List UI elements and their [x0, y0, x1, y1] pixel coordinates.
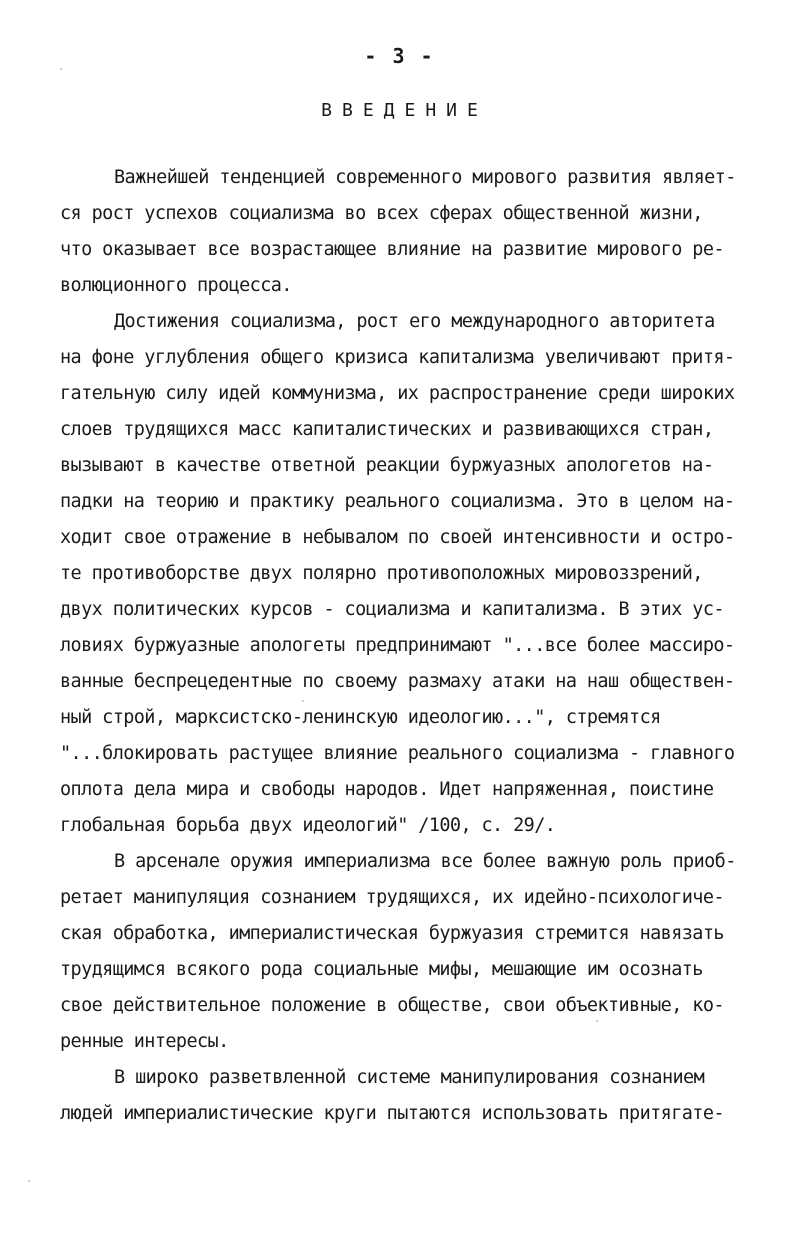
text-line: В широко разветвленной системе манипулирования сознанием [114, 1067, 705, 1088]
text-line: те противоборстве двух полярно противоположных мировоззрений, [60, 563, 703, 584]
scan-speck [28, 1180, 30, 1182]
text-line: ванные беспрецедентные по своему размаху атаки на наш обществен- [60, 671, 735, 692]
text-line: оплота дела мира и свободы народов. Идет напряженная, поистине [60, 779, 714, 800]
text-line: слоев трудящихся масс капиталистических и развивающихся стран, [60, 419, 714, 440]
text-line: ская обработка, империалистическая буржуазия стремится навязать [60, 923, 724, 944]
text-line: В арсенале оружия империализма все более важную роль приоб- [114, 851, 736, 872]
text-line: гательную силу идей коммунизма, их распространение среди широких [60, 383, 735, 404]
text-line: людей империалистические круги пытаются использовать притягате- [60, 1103, 724, 1124]
text-line: ся рост успехов социализма во всех сферах общественной жизни, [60, 203, 703, 224]
text-line: Важнейшей тенденцией современного мирового развития являет- [114, 167, 736, 188]
scan-speck [596, 1020, 598, 1022]
text-line: трудящимся всякого рода социальные мифы, мешающие им осознать [60, 959, 703, 980]
text-line: двух политических курсов - социализма и капитализма. В этих ус- [60, 599, 724, 620]
text-line: вызывают в качестве ответной реакции буржуазных апологетов на- [60, 455, 714, 476]
section-heading: ВВЕДЕНИЕ [321, 100, 488, 121]
text-line: что оказывает все возрастающее влияние на развитие мирового ре- [60, 239, 724, 260]
text-line: глобальная борьба двух идеологий" /100, с. 29/. [60, 815, 556, 836]
text-line: ный строй, марксистско-ленинскую идеологию...", стремятся [60, 707, 661, 728]
text-line: волюционного процесса. [60, 275, 292, 296]
text-line: свое действительное положение в обществе, свои объективные, ко- [60, 995, 724, 1016]
text-line: ходит свое отражение в небывалом по своей интенсивности и остро- [60, 527, 735, 548]
text-line: падки на теорию и практику реального социализма. Это в целом на- [60, 491, 735, 512]
text-line: ловиях буржуазные апологеты предпринимают "...все более массиро- [60, 635, 735, 656]
text-line: Достижения социализма, рост его международного авторитета [114, 311, 715, 332]
scan-speck [60, 68, 62, 70]
page-number: - 3 - [364, 44, 435, 68]
text-line: ретает манипуляция сознанием трудящихся, их идейно-психологиче- [60, 887, 724, 908]
scan-speck [302, 700, 304, 702]
text-line: ренные интересы. [60, 1031, 229, 1052]
text-line: "...блокировать растущее влияние реального социализма - главного [60, 743, 735, 764]
text-line: на фоне углубления общего кризиса капитализма увеличивают притя- [60, 347, 735, 368]
